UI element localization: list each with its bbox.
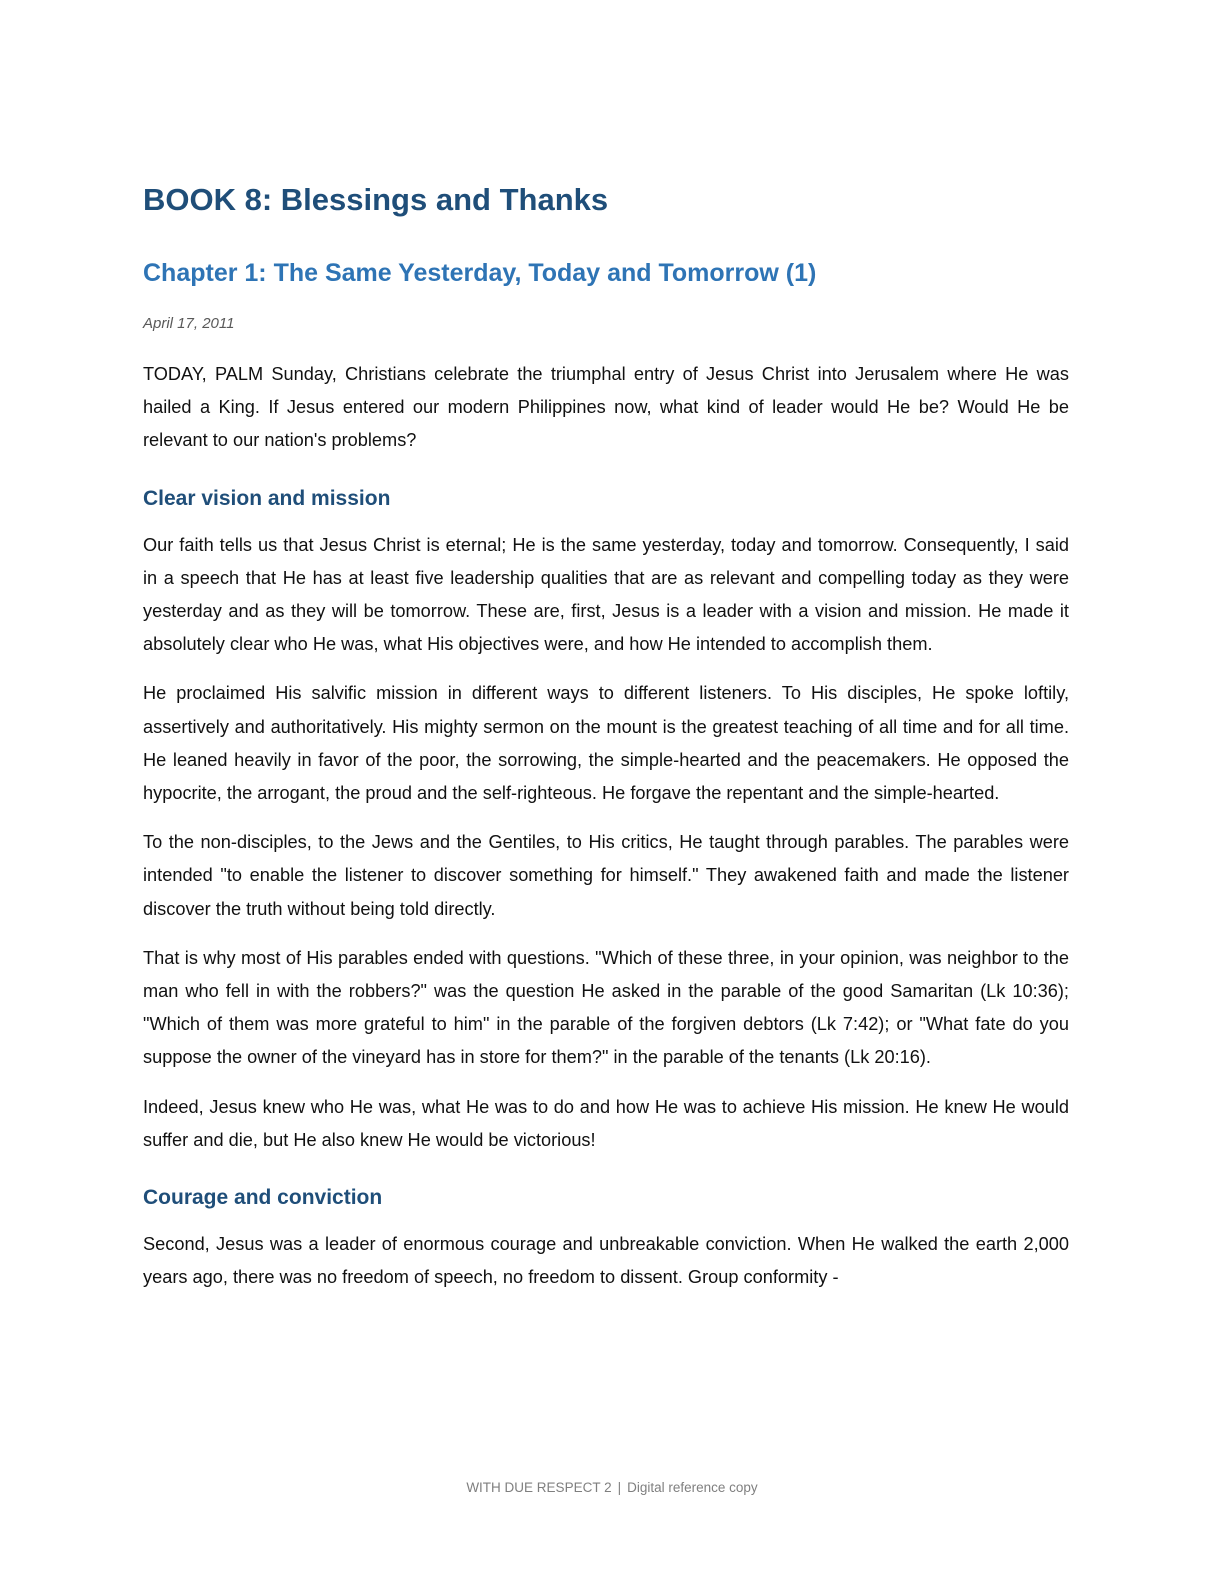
footer-separator: | bbox=[617, 1480, 622, 1495]
intro-paragraph: TODAY, PALM Sunday, Christians celebrate the triumphal entry of Jesus Christ into Jerusalem where He was hailed a King. If Jesus entered our modern Philippines now, what kind of leader would He be? Would He be relevant to our nation's problems? bbox=[143, 364, 1069, 451]
footer-note: Digital reference copy bbox=[627, 1480, 758, 1495]
section-heading-courage: Courage and conviction bbox=[143, 1186, 383, 1210]
book-title: BOOK 8: Blessings and Thanks bbox=[143, 182, 609, 217]
body-paragraph: Indeed, Jesus knew who He was, what He was to do and how He was to achieve His mission. He knew He would suffer and die, but He also knew He would be victorious! bbox=[143, 1096, 1069, 1150]
body-paragraph: Our faith tells us that Jesus Christ is eternal; He is the same yesterday, today and tomorrow. Consequently, I said in a speech that He has at least five leadership qualities that are as relevant and compelling today as they were yesterday and as they will be tomorrow. These are, first, Jesus is a leader with a vision and mission. He made it absolutely clear who He was, what His objectives were, and how He intended to accomplish them. bbox=[143, 534, 1069, 655]
document-page bbox=[143, 176, 1069, 1294]
body-paragraph: Second, Jesus was a leader of enormous courage and unbreakable conviction. When He walked the earth 2,000 years ago, there was no freedom of speech, no freedom to dissent. Group conformity - bbox=[143, 1234, 1069, 1288]
body-paragraph: That is why most of His parables ended with questions. "Which of these three, in your opinion, was neighbor to the man who fell in with the robbers?" was the question He asked in the parable of the good Samaritan (Lk 10:36); "Which of them was more grateful to him" in the parable of the forgiven debtors (Lk 7:42); or "What fate do you suppose the owner of the vineyard has in store for them?" in the parable of the tenants (Lk 20:16). bbox=[143, 947, 1069, 1068]
section-heading-vision: Clear vision and mission bbox=[143, 486, 391, 510]
page-footer bbox=[0, 1478, 1224, 1498]
body-paragraph: He proclaimed His salvific mission in different ways to different listeners. To His disciples, He spoke loftily, assertively and authoritatively. His mighty sermon on the mount is the greatest teaching of all time and for all time. He leaned heavily in favor of the poor, the sorrowing, the simple-hearted and the peacemakers. He opposed the hypocrite, the arrogant, the proud and the self-righteous. He forgave the repentant and the simple-hearted. bbox=[143, 683, 1069, 804]
footer-book-title: WITH DUE RESPECT 2 bbox=[466, 1480, 612, 1495]
chapter-title: Chapter 1: The Same Yesterday, Today and Tomorrow (1) bbox=[143, 259, 817, 287]
publication-date: April 17, 2011 bbox=[143, 315, 235, 332]
body-paragraph: To the non-disciples, to the Jews and the Gentiles, to His critics, He taught through parables. The parables were intended "to enable the listener to discover something for himself." They awakened faith and made the listener discover the truth without being told directly. bbox=[143, 832, 1069, 919]
